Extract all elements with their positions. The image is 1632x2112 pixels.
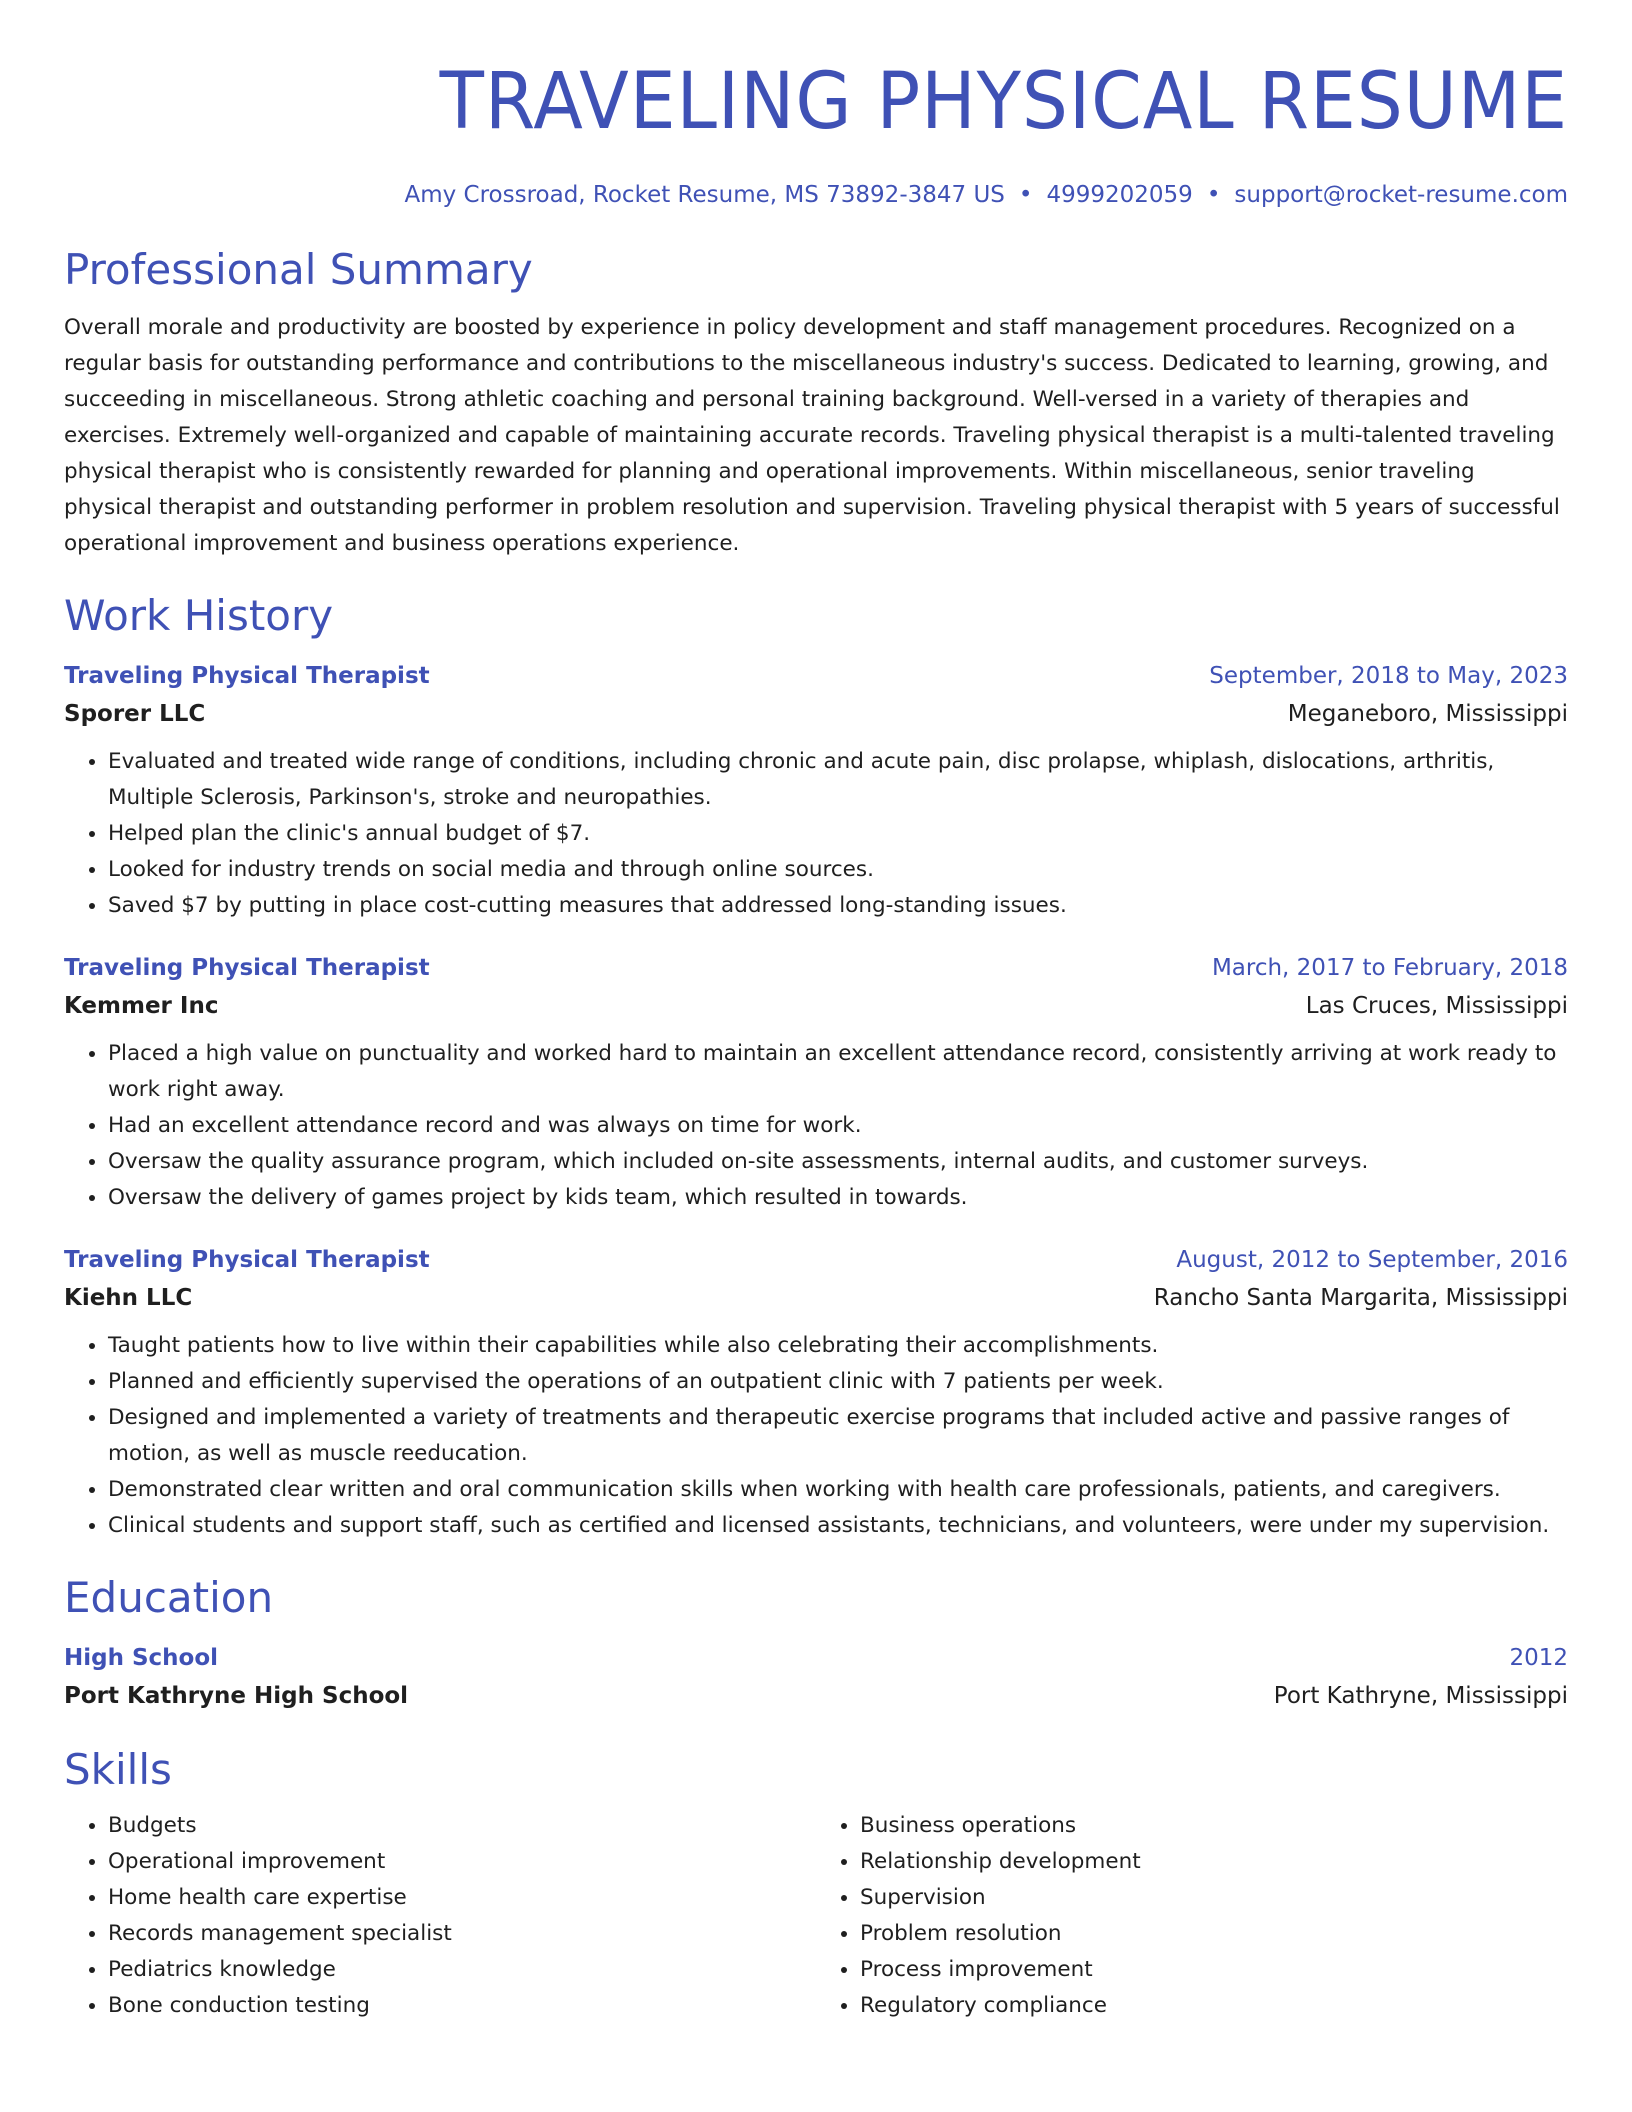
job-bullets [64, 1036, 1568, 1216]
education-location: Port Kathryne, Mississippi [1273, 1683, 1568, 1709]
skills-list-left [64, 1808, 816, 2024]
skill-item: • Process improvement [860, 1952, 1568, 1988]
work-history-section [64, 588, 1568, 1544]
job-company: Kiehn LLC [64, 1285, 193, 1311]
education-entry [64, 1640, 1568, 1716]
education-degree: High School [64, 1645, 219, 1671]
job-location: Las Cruces, Mississippi [1305, 993, 1568, 1019]
section-title-work-history: Work History [64, 591, 334, 640]
job-bullets [64, 744, 1568, 924]
skill-item: • Business operations [860, 1808, 1568, 1844]
skill-item: • Home health care expertise [108, 1880, 816, 1916]
contact-email: support@rocket-resume.com [1234, 182, 1568, 208]
job-bullet: • Clinical students and support staff, such as certified and licensed assistants, technicians, and volunteers, were under my supervision. [108, 1508, 1568, 1544]
contact-phone: 4999202059 [1046, 182, 1193, 208]
section-title-summary: Professional Summary [64, 245, 533, 294]
resume-name: TRAVELING PHYSICAL RESUME [439, 57, 1569, 147]
job-entry [64, 950, 1568, 1216]
skill-item: • Supervision [860, 1880, 1568, 1916]
job-bullet: • Helped plan the clinic's annual budget of $7. [108, 816, 1568, 852]
job-bullet: • Demonstrated clear written and oral communication skills when working with health care professionals, patients, and caregivers. [108, 1472, 1568, 1508]
education-school: Port Kathryne High School [64, 1683, 409, 1709]
skill-item: • Budgets [108, 1808, 816, 1844]
job-company: Sporer LLC [64, 701, 206, 727]
job-title: Traveling Physical Therapist [64, 663, 430, 689]
skills-columns [64, 1808, 1568, 2024]
job-location: Rancho Santa Margarita, Mississippi [1153, 1285, 1568, 1311]
education-year: 2012 [1509, 1645, 1568, 1671]
job-bullet: • Oversaw the quality assurance program, which included on-site assessments, internal audits, and customer surveys. [108, 1144, 1568, 1180]
job-bullet: • Taught patients how to live within their capabilities while also celebrating their accomplishments. [108, 1328, 1568, 1364]
contact-line [64, 178, 1568, 212]
skill-item: • Problem resolution [860, 1916, 1568, 1952]
job-entry [64, 1242, 1568, 1544]
job-bullet: • Planned and efficiently supervised the operations of an outpatient clinic with 7 patients per week. [108, 1364, 1568, 1400]
skill-item: • Records management specialist [108, 1916, 816, 1952]
job-bullet: • Looked for industry trends on social media and through online sources. [108, 852, 1568, 888]
job-bullet: • Saved $7 by putting in place cost-cutting measures that addressed long-standing issues. [108, 888, 1568, 924]
education-section [64, 1570, 1568, 1716]
job-dates: March, 2017 to February, 2018 [1211, 955, 1568, 981]
skill-item: • Operational improvement [108, 1844, 816, 1880]
skill-item: • Relationship development [860, 1844, 1568, 1880]
job-bullet: • Designed and implemented a variety of treatments and therapeutic exercise programs that included active and passive ranges of motion, as well as muscle reeducation. [108, 1400, 1568, 1472]
job-bullet: • Evaluated and treated wide range of conditions, including chronic and acute pain, disc prolapse, whiplash, dislocations, arthritis, Multiple Sclerosis, Parkinson's, stroke and neuropathies. [108, 744, 1568, 816]
job-company: Kemmer Inc [64, 993, 219, 1019]
contact-separator: • [1018, 182, 1033, 208]
skills-list-right [816, 1808, 1568, 2024]
job-bullets [64, 1328, 1568, 1544]
contact-address: Amy Crossroad, Rocket Resume, MS 73892-3847 US [404, 182, 1005, 208]
job-entry [64, 658, 1568, 924]
section-title-skills: Skills [64, 1745, 172, 1794]
job-bullet: • Placed a high value on punctuality and worked hard to maintain an excellent attendance record, consistently arriving at work ready to work right away. [108, 1036, 1568, 1108]
job-dates: September, 2018 to May, 2023 [1209, 663, 1568, 689]
contact-separator: • [1206, 182, 1221, 208]
skills-section [64, 1742, 1568, 2024]
job-bullet: • Oversaw the delivery of games project by kids team, which resulted in towards. [108, 1180, 1568, 1216]
skill-item: • Bone conduction testing [108, 1988, 816, 2024]
skill-item: • Regulatory compliance [860, 1988, 1568, 2024]
summary-text: Overall morale and productivity are boosted by experience in policy development and staff management procedures. Recognized on a regular basis for outstanding performance and contributions to the miscellaneous industry's success. Dedicated to learning, growing, and succeeding in miscellaneous. Strong athletic coaching and personal training background. Well-versed in a variety of therapies and exercises. Extremely well-organized and capable of maintaining accurate records. Traveling physical therapist is a multi-talented traveling physical therapist who is consistently rewarded for planning and operational improvements. Within miscellaneous, senior traveling physical therapist and outstanding performer in problem resolution and supervision. Traveling physical therapist with 5 years of successful operational improvement and business operations experience. [64, 315, 1560, 556]
section-title-education: Education [64, 1573, 274, 1622]
job-dates: August, 2012 to September, 2016 [1176, 1247, 1568, 1273]
job-bullet: • Had an excellent attendance record and was always on time for work. [108, 1108, 1568, 1144]
job-title: Traveling Physical Therapist [64, 1247, 430, 1273]
job-title: Traveling Physical Therapist [64, 955, 430, 981]
skill-item: • Pediatrics knowledge [108, 1952, 816, 1988]
job-location: Meganeboro, Mississippi [1287, 701, 1568, 727]
